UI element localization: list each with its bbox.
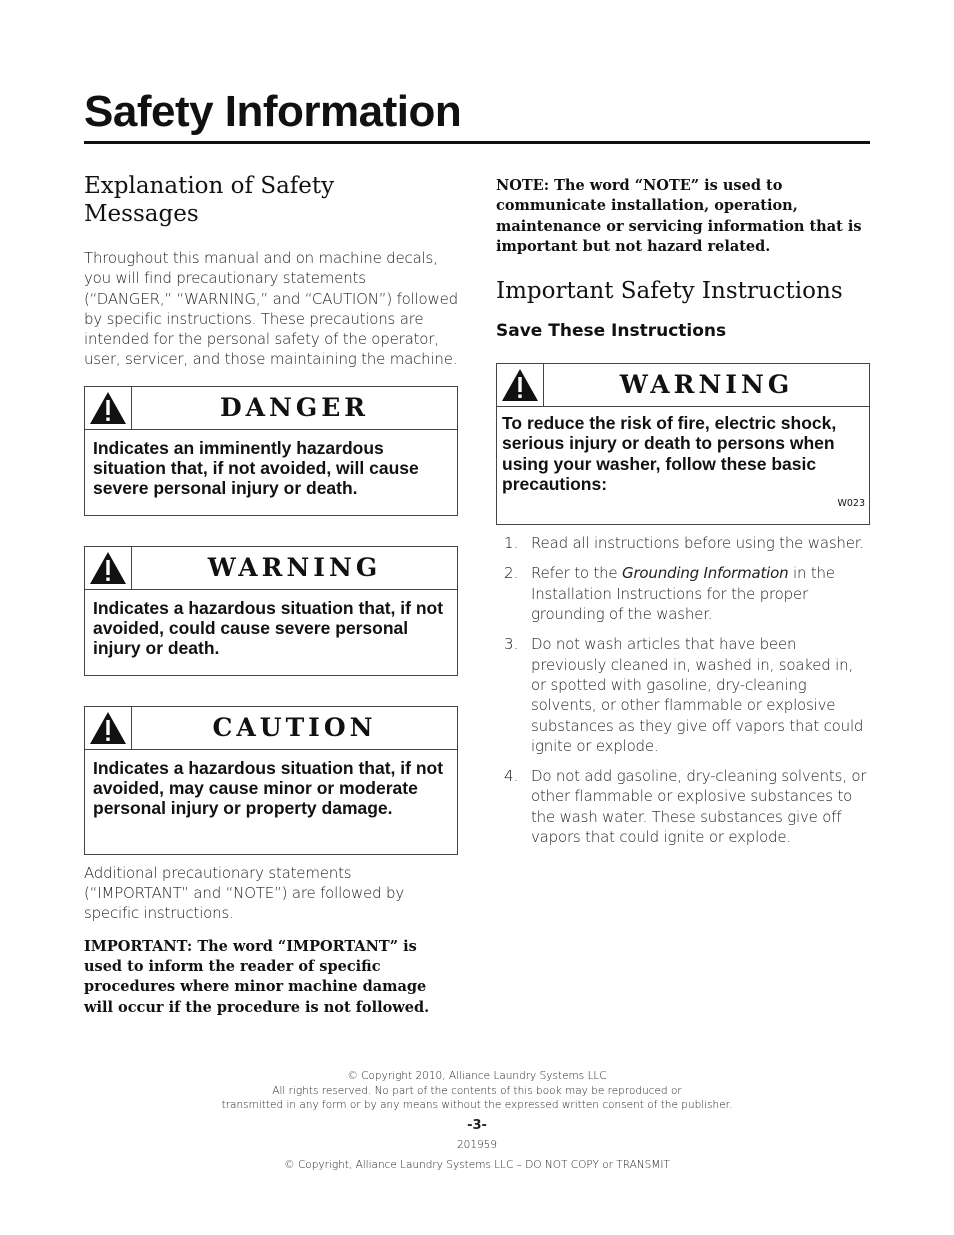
footer-copyright-block [0, 1069, 954, 1113]
important-note: IMPORTANT: The word “IMPORTANT” is used to inform the reader of specific procedures where minor machine damage will occur if the procedure is not followed. [84, 937, 430, 1016]
additional-paragraph: Additional precautionary statements (“IMPORTANT” and “NOTE”) are followed by specific instructions. [84, 863, 405, 923]
warning-text: Indicates a hazardous situation that, if not avoided, could cause severe personal injury or death. [93, 597, 444, 659]
heading-line: Explanation of Safety [84, 173, 335, 199]
warning-word: WARNING [207, 552, 382, 582]
list-item-text [531, 563, 870, 624]
list-item-text-part: in the Installation Instructions for the proper grounding of the washer. [531, 564, 835, 624]
warning-triangle-icon [85, 387, 132, 429]
warning-precautions-header [497, 364, 869, 407]
list-item [496, 634, 870, 756]
warning-code: W023 [837, 498, 865, 510]
warning-precautions-text: To reduce the risk of fire, electric shock, serious injury or death to persons when using your washer, follow these basic precautions: [502, 413, 837, 495]
grounding-information-reference: Grounding Information [622, 564, 789, 583]
footer-rights-line: transmitted in any form or by any means without the expressed written consent of the publisher. [221, 1099, 733, 1111]
list-item-text: Read all instructions before using the washer. [531, 534, 864, 553]
doc-number: 201959 [456, 1139, 498, 1151]
list-number: 4. [504, 767, 519, 786]
footer-rights-line: All rights reserved. No part of the contents of this book may be reproduced or [272, 1084, 682, 1097]
warning-box [84, 546, 458, 676]
footer-watermark: © Copyright, Alliance Laundry Systems LLC – DO NOT COPY or TRANSMIT [284, 1159, 670, 1171]
warning-precautions-box [496, 363, 870, 525]
list-item [496, 563, 870, 624]
footer-copyright: © Copyright 2010, Alliance Laundry Systems LLC [347, 1070, 607, 1082]
danger-box [84, 386, 458, 516]
section-heading-explanation [84, 172, 458, 228]
list-item [496, 766, 870, 847]
caution-box-header [85, 707, 457, 750]
instruction-list [496, 533, 870, 847]
danger-text: Indicates an imminently hazardous situation that, if not avoided, will cause severe personal injury or death. [93, 437, 419, 499]
warning-triangle-icon [85, 547, 132, 589]
warning-box-header [85, 547, 457, 590]
caution-text: Indicates a hazardous situation that, if not avoided, may cause minor or moderate personal injury or property damage. [93, 757, 444, 819]
warning-triangle-icon [497, 364, 544, 406]
page-number: -3- [467, 1118, 487, 1133]
heading-line: Messages [84, 201, 199, 227]
save-instructions-subheading: Save These Instructions [496, 321, 727, 342]
right-column [496, 176, 870, 857]
page-title: Safety Information [84, 87, 462, 136]
warning-triangle-icon [85, 707, 132, 749]
caution-word: CAUTION [212, 712, 377, 742]
list-number: 1. [504, 534, 519, 553]
intro-paragraph: Throughout this manual and on machine decals, you will find precautionary statements (“DANGER,” “WARNING,” and “CAUTION”) followed by specific instructions. These precautions are intended for the personal safety of the operator, user, servicer, and those maintaining the machine. [84, 249, 458, 369]
list-number: 3. [504, 635, 519, 654]
list-number: 2. [504, 564, 519, 583]
caution-box [84, 706, 458, 855]
list-item-text: Do not add gasoline, dry-cleaning solvents, or other flammable or explosive substances to the wash water. These substances give off vapors that could ignite or explode. [531, 767, 867, 847]
left-column [84, 172, 458, 1018]
danger-box-header [85, 387, 457, 430]
note-paragraph: NOTE: The word “NOTE” is used to communicate installation, operation, maintenance or servicing information that is important but not hazard related. [496, 177, 862, 255]
title-rule [84, 141, 870, 144]
list-item-text-part: Refer to the [531, 564, 623, 583]
list-item-text: Do not wash articles that have been previously cleaned in, washed in, soaked in, or spotted with gasoline, dry-cleaning solvents, or other flammable or explosive substances as they give off vapors that could ignite or explode. [531, 635, 864, 755]
section-heading-important-safety: Important Safety Instructions [496, 278, 843, 305]
danger-word: DANGER [219, 392, 370, 422]
warning-word: WARNING [619, 370, 794, 400]
list-item [496, 533, 870, 553]
